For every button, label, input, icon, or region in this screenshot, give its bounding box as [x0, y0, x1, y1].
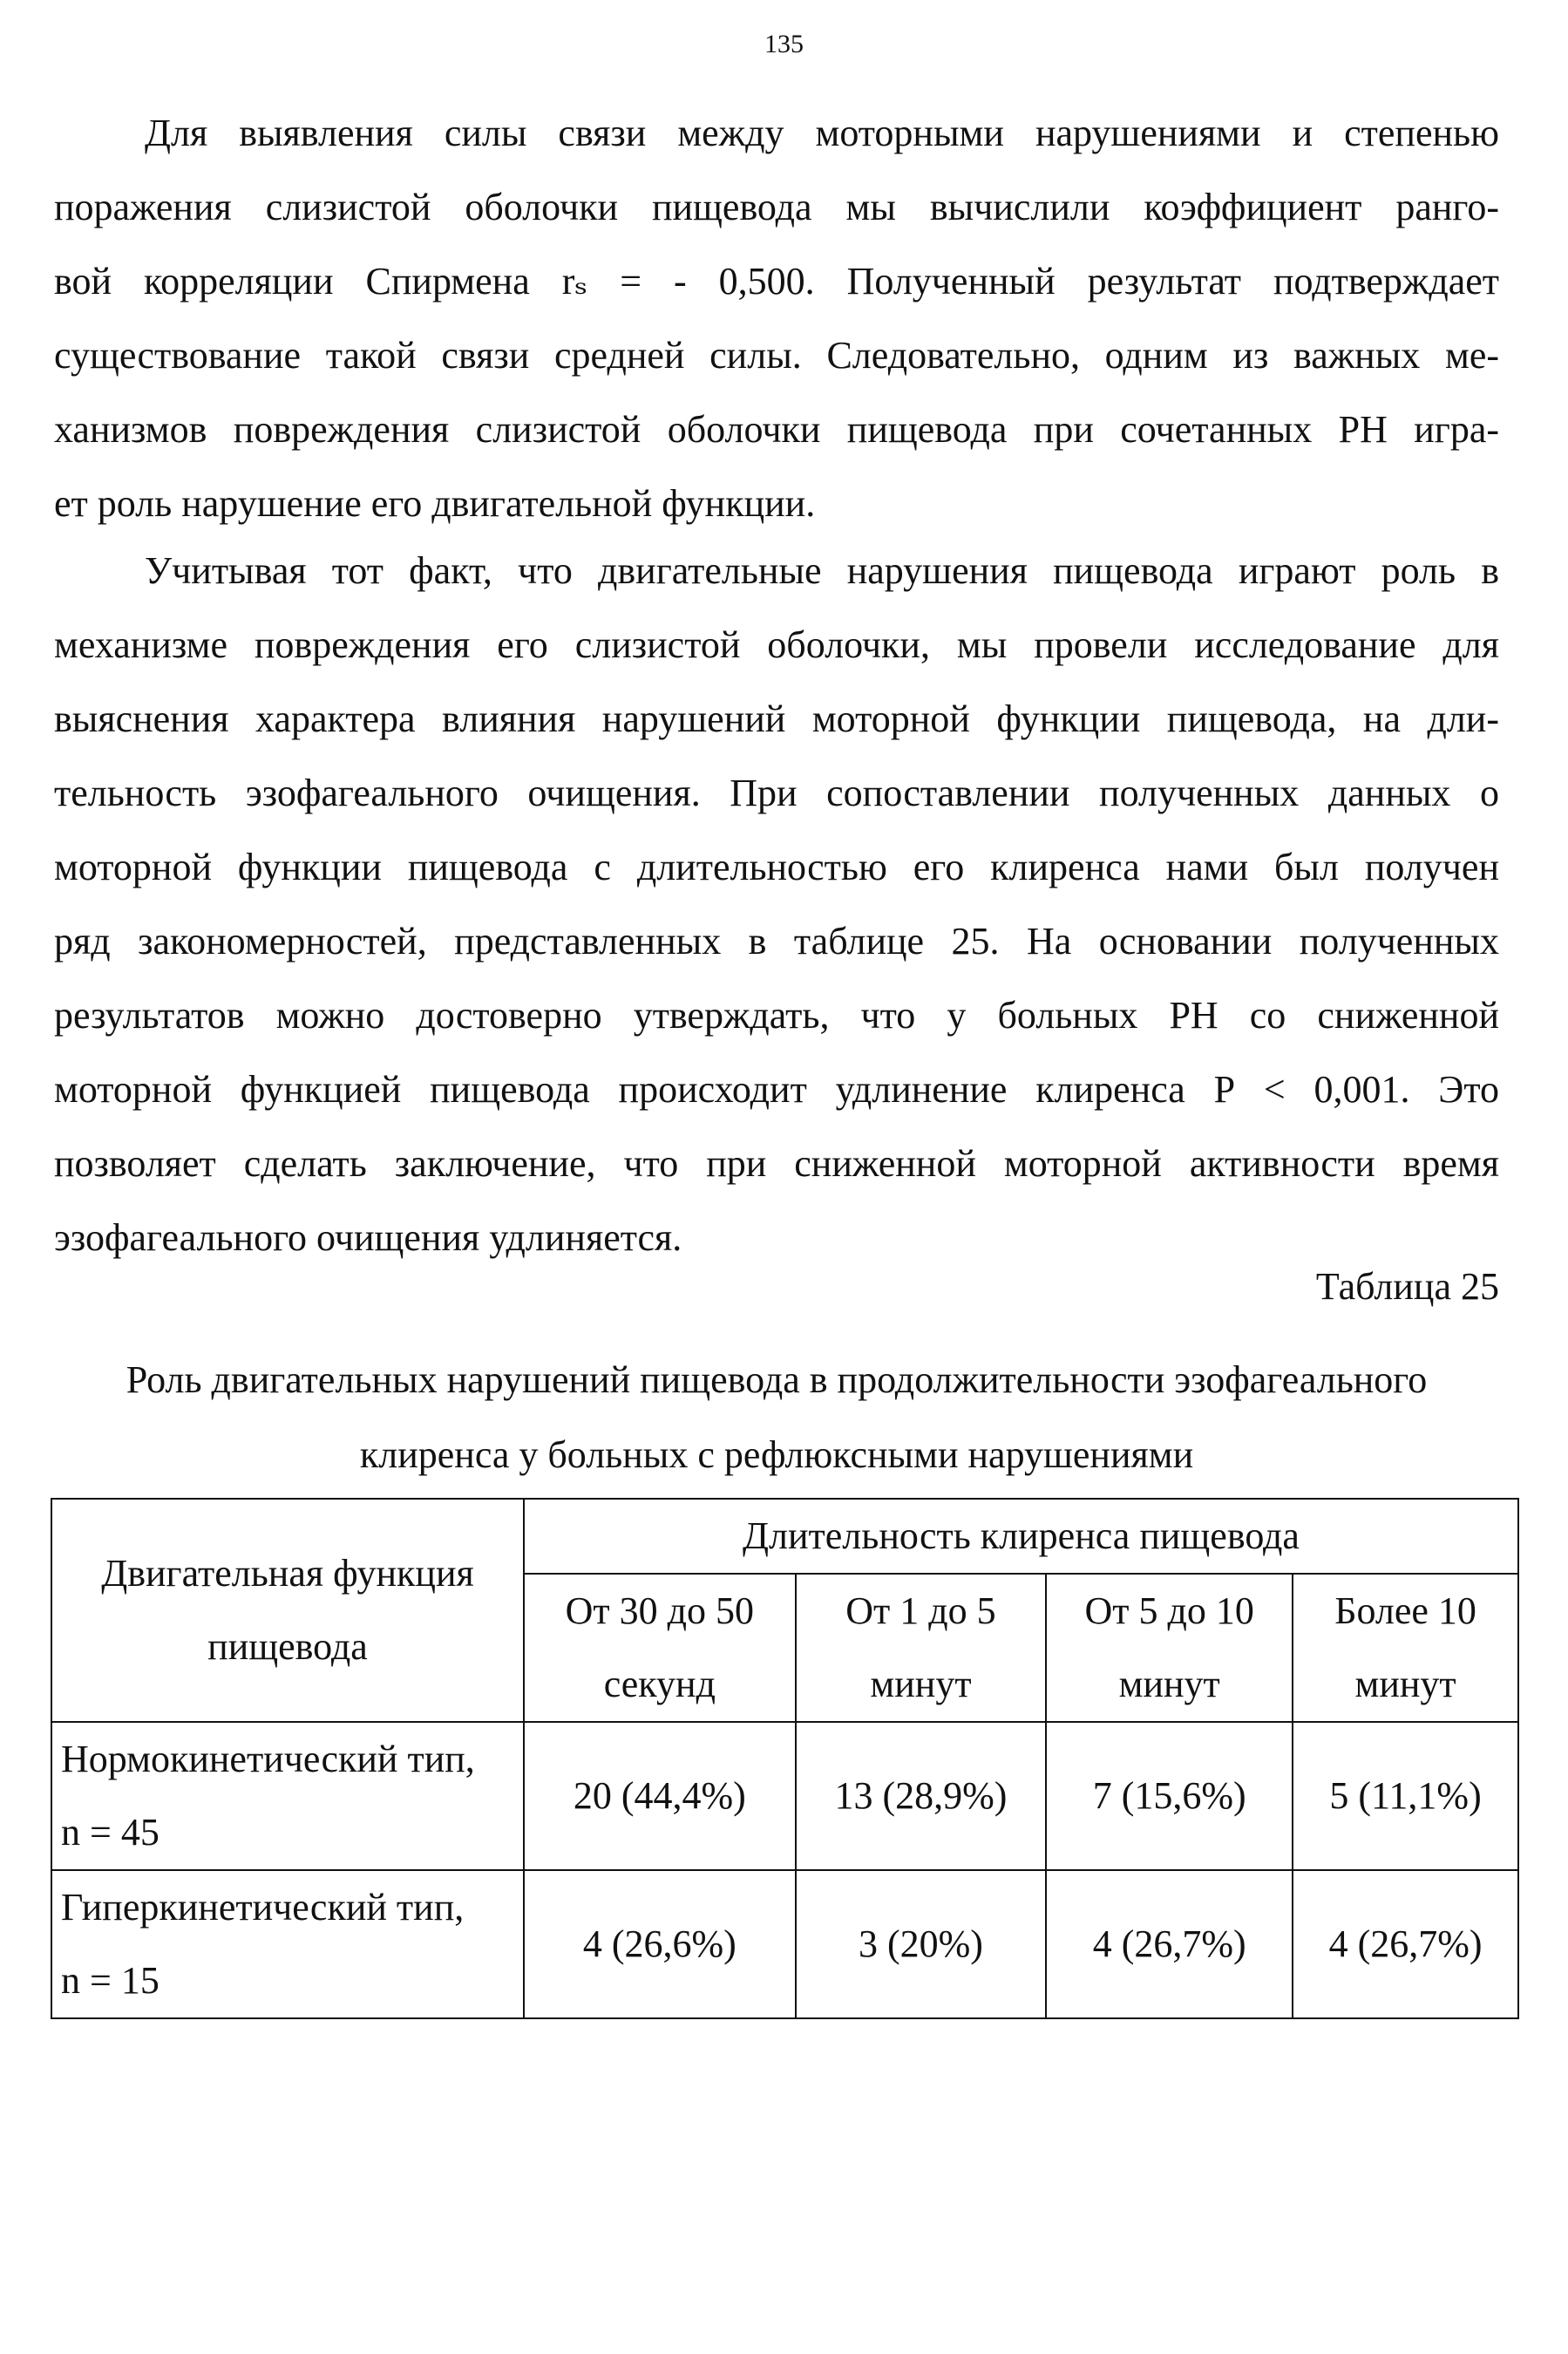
- paragraph-line: вой корреляции Спирмена rₛ = - 0,500. Полученный результат подтверждает: [54, 260, 1499, 303]
- table-row: [51, 1870, 1518, 2018]
- paragraph-2: [54, 534, 1499, 1275]
- paragraph-line: моторной функции пищевода с длительностью его клиренса нами был получен: [54, 846, 1499, 888]
- table-cell: 4 (26,7%): [1046, 1870, 1293, 2018]
- table-cell: 4 (26,6%): [524, 1870, 796, 2018]
- header-text: Более 10: [1334, 1589, 1476, 1632]
- row-label: [51, 1722, 524, 1870]
- header-text: секунд: [603, 1663, 716, 1705]
- paragraph-line: Учитывая тот факт, что двигательные нарушения пищевода играют роль в: [145, 549, 1499, 592]
- paragraph-line: выяснения характера влияния нарушений моторной функции пищевода, на дли-: [54, 697, 1499, 740]
- paragraph-line: поражения слизистой оболочки пищевода мы вычислили коэффициент ранго-: [54, 186, 1499, 228]
- row-label-text: n = 45: [61, 1811, 160, 1854]
- table-cell: 3 (20%): [796, 1870, 1047, 2018]
- header-text: минут: [1118, 1663, 1220, 1705]
- paragraph-line: механизме повреждения его слизистой оболочки, мы провели исследование для: [54, 623, 1499, 666]
- column-header: [1046, 1574, 1293, 1722]
- paragraph-line: эзофагеального очищения удлиняется.: [54, 1216, 682, 1259]
- table-caption: Роль двигательных нарушений пищевода в продолжительности эзофагеального: [126, 1358, 1428, 1401]
- table-cell: 5 (11,1%): [1293, 1722, 1518, 1870]
- header-text: пищевода: [207, 1625, 368, 1668]
- paragraph-line: моторной функцией пищевода происходит удлинение клиренса Р < 0,001. Это: [54, 1068, 1499, 1111]
- row-header-title: [51, 1499, 524, 1722]
- table-cell: 20 (44,4%): [524, 1722, 796, 1870]
- header-text: От 30 до 50: [565, 1589, 755, 1632]
- paragraph-line: Для выявления силы связи между моторными нарушениями и степенью: [145, 112, 1499, 154]
- header-text: От 5 до 10: [1084, 1589, 1254, 1632]
- paragraph-line: тельность эзофагеального очищения. При сопоставлении полученных данных о: [54, 772, 1499, 814]
- header-text: минут: [870, 1663, 972, 1705]
- paragraph-line: позволяет сделать заключение, что при сниженной моторной активности время: [54, 1142, 1499, 1185]
- table-cell: 4 (26,7%): [1293, 1870, 1518, 2018]
- table-row: [51, 1722, 1518, 1870]
- header-text: Двигательная функция: [101, 1552, 474, 1595]
- header-text: минут: [1354, 1663, 1456, 1705]
- paragraph-1: [54, 96, 1499, 541]
- row-label-text: n = 15: [61, 1959, 160, 2002]
- row-label: [51, 1870, 524, 2018]
- paragraph-line: результатов можно достоверно утверждать, что у больных РН со сниженной: [54, 994, 1499, 1037]
- table-label: Таблица 25: [1315, 1265, 1499, 1308]
- table-caption: клиренса у больных с рефлюксными нарушениями: [359, 1433, 1194, 1476]
- row-label-text: Нормокинетический тип,: [61, 1738, 475, 1780]
- data-table: [51, 1498, 1519, 2019]
- row-label-text: Гиперкинетический тип,: [61, 1886, 465, 1929]
- paragraph-line: ряд закономерностей, представленных в таблице 25. На основании полученных: [54, 920, 1499, 963]
- column-header: [524, 1574, 796, 1722]
- paragraph-line: существование такой связи средней силы. Следовательно, одним из важных ме-: [54, 334, 1499, 377]
- table-header-row: [51, 1499, 1518, 1574]
- table-cell: 7 (15,6%): [1046, 1722, 1293, 1870]
- column-header: [796, 1574, 1047, 1722]
- group-header: Длительность клиренса пищевода: [524, 1499, 1518, 1574]
- header-text: От 1 до 5: [845, 1589, 996, 1632]
- column-header: [1293, 1574, 1518, 1722]
- page-number: 135: [764, 30, 804, 58]
- table-cell: 13 (28,9%): [796, 1722, 1047, 1870]
- paragraph-line: ханизмов повреждения слизистой оболочки пищевода при сочетанных РН игра-: [54, 408, 1499, 451]
- paragraph-line: ет роль нарушение его двигательной функции.: [54, 482, 816, 525]
